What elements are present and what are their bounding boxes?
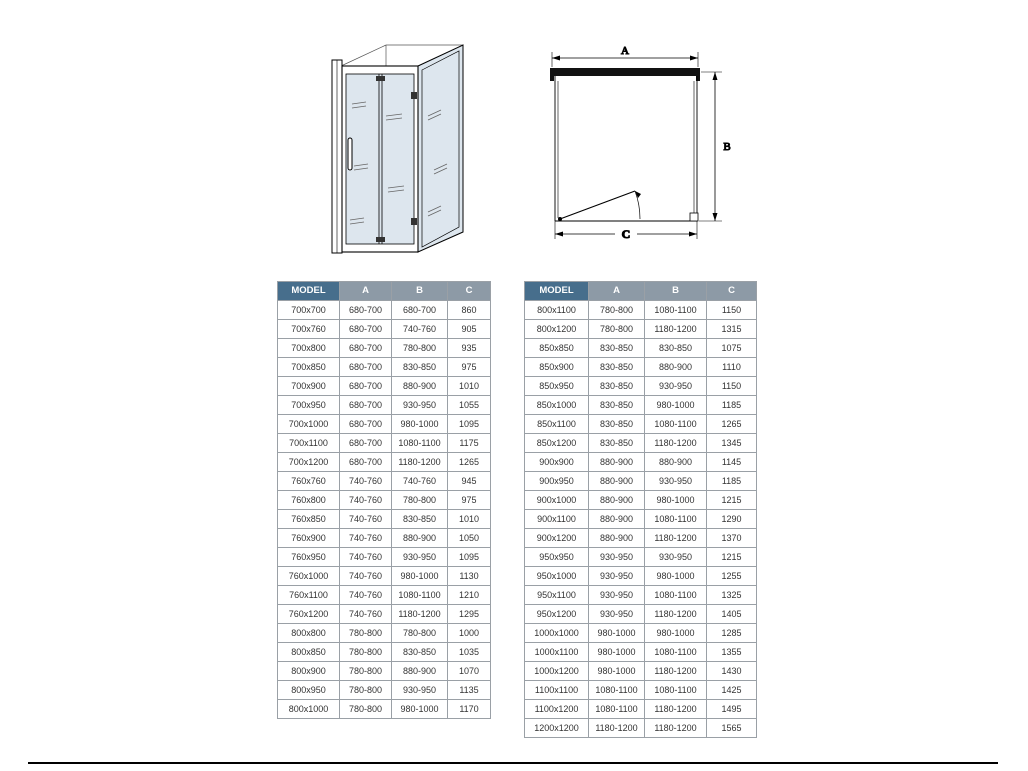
- dimension-cell: 1180-1200: [645, 605, 707, 624]
- dimension-cell: 680-700: [340, 415, 392, 434]
- dimension-cell: 1265: [707, 415, 757, 434]
- dimension-cell: 1285: [707, 624, 757, 643]
- model-cell: 700x800: [278, 339, 340, 358]
- table-row: [278, 377, 491, 396]
- dimension-cell: 1325: [707, 586, 757, 605]
- dimension-cell: 740-760: [340, 567, 392, 586]
- dim-b: [699, 72, 722, 221]
- model-cell: 850x850: [525, 339, 589, 358]
- table-row: [525, 567, 757, 586]
- table-row: [278, 529, 491, 548]
- model-cell: 900x1100: [525, 510, 589, 529]
- dimension-cell: 830-850: [589, 434, 645, 453]
- dimension-cell: 1080-1100: [645, 586, 707, 605]
- dimension-cell: 1080-1100: [645, 415, 707, 434]
- dimension-cell: 980-1000: [392, 567, 448, 586]
- back-wall-bar: [550, 68, 700, 81]
- dimension-cell: 1080-1100: [589, 681, 645, 700]
- dimension-cell: 980-1000: [589, 643, 645, 662]
- dimension-cell: 1075: [707, 339, 757, 358]
- col-header-c: C: [448, 282, 491, 301]
- dimension-cell: 880-900: [392, 529, 448, 548]
- dimension-cell: 1080-1100: [645, 301, 707, 320]
- side-glass-panel: [418, 45, 463, 252]
- model-cell: 760x950: [278, 548, 340, 567]
- dimension-cell: 830-850: [589, 396, 645, 415]
- pivot-hinge-top: [411, 92, 417, 99]
- table-row: [278, 681, 491, 700]
- col-header-model: MODEL: [278, 282, 340, 301]
- table-row: [278, 434, 491, 453]
- model-cell: 700x760: [278, 320, 340, 339]
- model-cell: 760x1000: [278, 567, 340, 586]
- model-cell: 760x1100: [278, 586, 340, 605]
- dimension-cell: 1110: [707, 358, 757, 377]
- dim-label-c: C: [621, 227, 631, 241]
- dimension-cell: 1095: [448, 415, 491, 434]
- dimension-cell: 1315: [707, 320, 757, 339]
- table-row: [525, 491, 757, 510]
- table-row: [278, 491, 491, 510]
- col-header-a: A: [340, 282, 392, 301]
- dimension-cell: 740-760: [340, 586, 392, 605]
- corner-wall-profile: [690, 213, 698, 221]
- dimension-cell: 880-900: [589, 529, 645, 548]
- dimension-cell: 1215: [707, 548, 757, 567]
- table-row: [525, 301, 757, 320]
- dimension-cell: 980-1000: [645, 624, 707, 643]
- dimension-cell: 780-800: [340, 643, 392, 662]
- dimension-cell: 930-950: [392, 548, 448, 567]
- dimension-cell: 780-800: [392, 624, 448, 643]
- dimension-cell: 930-950: [392, 396, 448, 415]
- table-row: [525, 719, 757, 738]
- dimension-cell: 1145: [707, 453, 757, 472]
- table-row: [525, 377, 757, 396]
- table-row: [278, 700, 491, 719]
- dimension-cell: 830-850: [392, 510, 448, 529]
- dimension-cell: 1070: [448, 662, 491, 681]
- dimension-cell: 1095: [448, 548, 491, 567]
- model-cell: 900x1000: [525, 491, 589, 510]
- dimension-cell: 680-700: [340, 320, 392, 339]
- model-cell: 1100x1200: [525, 700, 589, 719]
- dimension-cell: 1210: [448, 586, 491, 605]
- dimension-cell: 1215: [707, 491, 757, 510]
- dimension-cell: 680-700: [392, 301, 448, 320]
- size-table-left: [277, 281, 491, 719]
- model-cell: 900x900: [525, 453, 589, 472]
- model-cell: 800x1000: [278, 700, 340, 719]
- model-cell: 800x800: [278, 624, 340, 643]
- col-header-b: B: [392, 282, 448, 301]
- dimension-cell: 930-950: [645, 377, 707, 396]
- dimension-cell: 740-760: [340, 491, 392, 510]
- dimension-cell: 1180-1200: [392, 605, 448, 624]
- model-cell: 800x1100: [525, 301, 589, 320]
- fold-hinge-bottom: [376, 237, 385, 242]
- door-swing: [558, 191, 641, 221]
- dimension-cell: 1255: [707, 567, 757, 586]
- dimension-cell: 830-850: [589, 415, 645, 434]
- dimension-cell: 740-760: [340, 529, 392, 548]
- dimension-cell: 1010: [448, 377, 491, 396]
- table-row: [525, 700, 757, 719]
- table-row: [278, 605, 491, 624]
- table-row: [525, 339, 757, 358]
- model-cell: 800x900: [278, 662, 340, 681]
- dimension-cell: 880-900: [645, 453, 707, 472]
- table-row: [525, 605, 757, 624]
- dimension-cell: 1175: [448, 434, 491, 453]
- dimension-cell: 1150: [707, 377, 757, 396]
- dimension-cell: 680-700: [340, 377, 392, 396]
- model-cell: 1000x1200: [525, 662, 589, 681]
- table-row: [278, 415, 491, 434]
- dim-label-b: B: [723, 141, 731, 153]
- table-row: [278, 586, 491, 605]
- dimension-cell: 1430: [707, 662, 757, 681]
- dimension-cell: 740-760: [392, 320, 448, 339]
- dimension-cell: 780-800: [340, 700, 392, 719]
- dimension-cell: 1290: [707, 510, 757, 529]
- dimension-cell: 740-760: [340, 605, 392, 624]
- dimension-cell: 1035: [448, 643, 491, 662]
- table-row: [525, 586, 757, 605]
- dimension-cell: 1180-1200: [645, 662, 707, 681]
- table-row: [278, 358, 491, 377]
- dimension-cell: 1180-1200: [645, 320, 707, 339]
- table-row: [278, 472, 491, 491]
- dimension-cell: 1150: [707, 301, 757, 320]
- dimension-cell: 1135: [448, 681, 491, 700]
- table-row: [278, 396, 491, 415]
- table-row: [525, 529, 757, 548]
- table-row: [525, 643, 757, 662]
- header-row: [278, 282, 491, 301]
- model-cell: 1000x1100: [525, 643, 589, 662]
- door-handle: [348, 138, 352, 170]
- bifold-door: [342, 66, 418, 252]
- dimension-cell: 1265: [448, 453, 491, 472]
- dimension-cell: 935: [448, 339, 491, 358]
- model-cell: 800x950: [278, 681, 340, 700]
- dimension-cell: 1185: [707, 396, 757, 415]
- dimension-cell: 880-900: [589, 491, 645, 510]
- dimension-cell: 880-900: [392, 662, 448, 681]
- table-row: [278, 567, 491, 586]
- dimension-cell: 1370: [707, 529, 757, 548]
- dimension-cell: 780-800: [392, 491, 448, 510]
- dimension-cell: 830-850: [392, 358, 448, 377]
- dimension-cell: 780-800: [392, 339, 448, 358]
- model-cell: 850x1000: [525, 396, 589, 415]
- table-row: [525, 472, 757, 491]
- dimension-cell: 1565: [707, 719, 757, 738]
- table-row: [278, 320, 491, 339]
- dimension-cell: 1080-1100: [589, 700, 645, 719]
- dimension-cell: 680-700: [340, 301, 392, 320]
- table-row: [278, 662, 491, 681]
- dimension-cell: 980-1000: [645, 396, 707, 415]
- model-cell: 850x900: [525, 358, 589, 377]
- dimension-cell: 680-700: [340, 434, 392, 453]
- dimension-cell: 880-900: [589, 453, 645, 472]
- table-row: [278, 624, 491, 643]
- dimension-cell: 1180-1200: [645, 719, 707, 738]
- dimension-cell: 930-950: [645, 548, 707, 567]
- model-cell: 760x760: [278, 472, 340, 491]
- dimension-cell: 740-760: [340, 548, 392, 567]
- model-cell: 950x1100: [525, 586, 589, 605]
- col-header-c: C: [707, 282, 757, 301]
- dimension-cell: 930-950: [392, 681, 448, 700]
- dimension-cell: 1130: [448, 567, 491, 586]
- dimension-cell: 830-850: [645, 339, 707, 358]
- table-row: [525, 434, 757, 453]
- dimension-cell: 740-760: [340, 510, 392, 529]
- dimension-cell: 680-700: [340, 358, 392, 377]
- dim-label-a: A: [621, 45, 629, 57]
- table-row: [525, 415, 757, 434]
- model-cell: 760x800: [278, 491, 340, 510]
- dimension-cell: 975: [448, 491, 491, 510]
- model-cell: 900x1200: [525, 529, 589, 548]
- model-cell: 950x950: [525, 548, 589, 567]
- model-cell: 700x700: [278, 301, 340, 320]
- dimension-cell: 830-850: [392, 643, 448, 662]
- dimension-cell: 1185: [707, 472, 757, 491]
- plan-view-diagram: [535, 38, 740, 253]
- dimension-cell: 880-900: [392, 377, 448, 396]
- table-row: [278, 548, 491, 567]
- model-cell: 850x1100: [525, 415, 589, 434]
- model-cell: 700x950: [278, 396, 340, 415]
- dimension-cell: 1425: [707, 681, 757, 700]
- col-header-b: B: [645, 282, 707, 301]
- dimension-cell: 780-800: [340, 681, 392, 700]
- dimension-cell: 980-1000: [645, 491, 707, 510]
- model-cell: 950x1200: [525, 605, 589, 624]
- dimension-cell: 830-850: [589, 358, 645, 377]
- dimension-cell: 930-950: [589, 605, 645, 624]
- dimension-cell: 1080-1100: [392, 434, 448, 453]
- dimension-cell: 930-950: [645, 472, 707, 491]
- dimension-cell: 680-700: [340, 396, 392, 415]
- table-row: [525, 396, 757, 415]
- dimension-cell: 1055: [448, 396, 491, 415]
- dimension-cell: 780-800: [589, 320, 645, 339]
- model-cell: 950x1000: [525, 567, 589, 586]
- dimension-cell: 1495: [707, 700, 757, 719]
- dimension-cell: 740-760: [340, 472, 392, 491]
- model-cell: 700x850: [278, 358, 340, 377]
- dimension-cell: 930-950: [589, 586, 645, 605]
- enclosure-outline: [555, 76, 698, 221]
- dimension-cell: 1405: [707, 605, 757, 624]
- model-cell: 1200x1200: [525, 719, 589, 738]
- model-cell: 800x1200: [525, 320, 589, 339]
- dimension-cell: 1010: [448, 510, 491, 529]
- size-table-right: [524, 281, 757, 738]
- dimension-cell: 780-800: [589, 301, 645, 320]
- model-cell: 700x1200: [278, 453, 340, 472]
- dimension-cell: 1355: [707, 643, 757, 662]
- model-cell: 1000x1000: [525, 624, 589, 643]
- pivot-hinge-bottom: [411, 218, 417, 225]
- col-header-model: MODEL: [525, 282, 589, 301]
- model-cell: 1100x1100: [525, 681, 589, 700]
- dimension-cell: 980-1000: [392, 700, 448, 719]
- dimension-cell: 740-760: [392, 472, 448, 491]
- dimension-cell: 680-700: [340, 339, 392, 358]
- model-cell: 700x1000: [278, 415, 340, 434]
- col-header-a: A: [589, 282, 645, 301]
- dimension-cell: 880-900: [645, 358, 707, 377]
- table-row: [278, 643, 491, 662]
- fold-hinge-top: [376, 76, 385, 81]
- model-cell: 700x1100: [278, 434, 340, 453]
- dimension-cell: 780-800: [340, 662, 392, 681]
- dimension-cell: 1295: [448, 605, 491, 624]
- dimension-cell: 1345: [707, 434, 757, 453]
- table-row: [525, 453, 757, 472]
- dimension-cell: 975: [448, 358, 491, 377]
- dimension-cell: 780-800: [340, 624, 392, 643]
- model-cell: 850x950: [525, 377, 589, 396]
- dimension-cell: 880-900: [589, 472, 645, 491]
- table-row: [525, 624, 757, 643]
- dimension-cell: 1080-1100: [645, 510, 707, 529]
- left-wall-profile: [332, 60, 342, 253]
- model-cell: 760x900: [278, 529, 340, 548]
- dimension-cell: 1180-1200: [392, 453, 448, 472]
- dimension-cell: 1180-1200: [645, 529, 707, 548]
- table-row: [525, 510, 757, 529]
- model-cell: 700x900: [278, 377, 340, 396]
- model-cell: 800x850: [278, 643, 340, 662]
- dimension-cell: 1080-1100: [645, 681, 707, 700]
- dimension-cell: 1050: [448, 529, 491, 548]
- model-cell: 760x850: [278, 510, 340, 529]
- dimension-cell: 860: [448, 301, 491, 320]
- dimension-cell: 930-950: [589, 567, 645, 586]
- footer-rule: [28, 762, 998, 764]
- header-row: [525, 282, 757, 301]
- dimension-cell: 680-700: [340, 453, 392, 472]
- dimension-cell: 1180-1200: [645, 700, 707, 719]
- table-row: [525, 358, 757, 377]
- dimension-cell: 980-1000: [392, 415, 448, 434]
- model-cell: 900x950: [525, 472, 589, 491]
- model-cell: 760x1200: [278, 605, 340, 624]
- dimension-cell: 945: [448, 472, 491, 491]
- dimension-cell: 830-850: [589, 339, 645, 358]
- table-row: [278, 339, 491, 358]
- table-row: [525, 320, 757, 339]
- dimension-cell: 1080-1100: [392, 586, 448, 605]
- model-cell: 850x1200: [525, 434, 589, 453]
- dimension-cell: 980-1000: [589, 662, 645, 681]
- dimension-cell: 980-1000: [645, 567, 707, 586]
- enclosure-3d-diagram: [278, 20, 508, 272]
- dimension-cell: 1180-1200: [645, 434, 707, 453]
- table-row: [278, 453, 491, 472]
- dimension-cell: 1170: [448, 700, 491, 719]
- dimension-cell: 980-1000: [589, 624, 645, 643]
- dimension-cell: 880-900: [589, 510, 645, 529]
- dimension-cell: 830-850: [589, 377, 645, 396]
- table-row: [525, 548, 757, 567]
- dimension-cell: 1000: [448, 624, 491, 643]
- table-row: [525, 662, 757, 681]
- dimension-cell: 1080-1100: [645, 643, 707, 662]
- table-row: [278, 301, 491, 320]
- table-row: [278, 510, 491, 529]
- dimension-cell: 905: [448, 320, 491, 339]
- dimension-cell: 930-950: [589, 548, 645, 567]
- table-row: [525, 681, 757, 700]
- dimension-cell: 1180-1200: [589, 719, 645, 738]
